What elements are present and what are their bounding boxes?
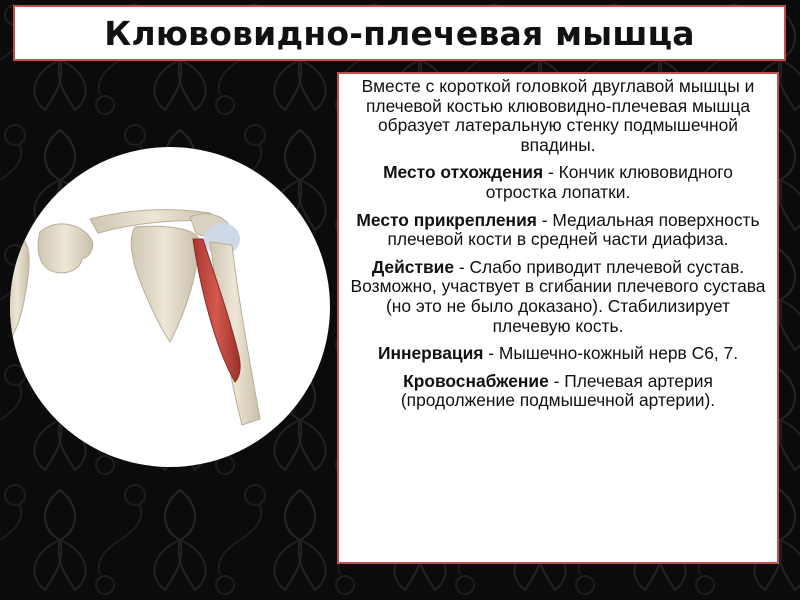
intro-paragraph: Вместе с короткой головкой двуглавой мышцы и плечевой костью клювовидно-плечевая мышца образует латеральную стенку подмышечной впадины. — [361, 76, 755, 155]
blood-supply-label: Кровоснабжение — [403, 370, 549, 391]
coracobrachialis-illustration — [10, 147, 330, 467]
action-text: - Слабо приводит плечевой сустав. Возможно, участвует в сгибании плечевого сустава (но это не было доказано). Стабилизирует плечевую кость. — [350, 256, 766, 336]
blood-supply-paragraph — [347, 372, 769, 411]
origin-paragraph — [347, 163, 769, 202]
title-bar — [13, 5, 786, 61]
innervation-text: - Мышечно-кожный нерв С6, 7. — [483, 343, 739, 364]
innervation-label: Иннервация — [377, 343, 484, 364]
blood-supply-text: - Плечевая артерия (продолжение подмышечной артерии). — [400, 370, 716, 411]
insertion-paragraph — [347, 211, 769, 250]
insertion-label: Место прикрепления — [356, 209, 537, 230]
slide-title: Клювовидно-плечевая мышца — [104, 13, 695, 53]
insertion-text: - Медиальная поверхность плечевой кости в средней части диафиза. — [387, 209, 760, 250]
origin-label: Место отхождения — [383, 162, 544, 183]
action-label: Действие — [371, 256, 455, 277]
innervation-paragraph — [347, 344, 769, 364]
action-paragraph — [347, 258, 769, 336]
description-panel — [337, 72, 779, 564]
origin-text: - Кончик клювовидного отростка лопатки. — [485, 162, 733, 202]
